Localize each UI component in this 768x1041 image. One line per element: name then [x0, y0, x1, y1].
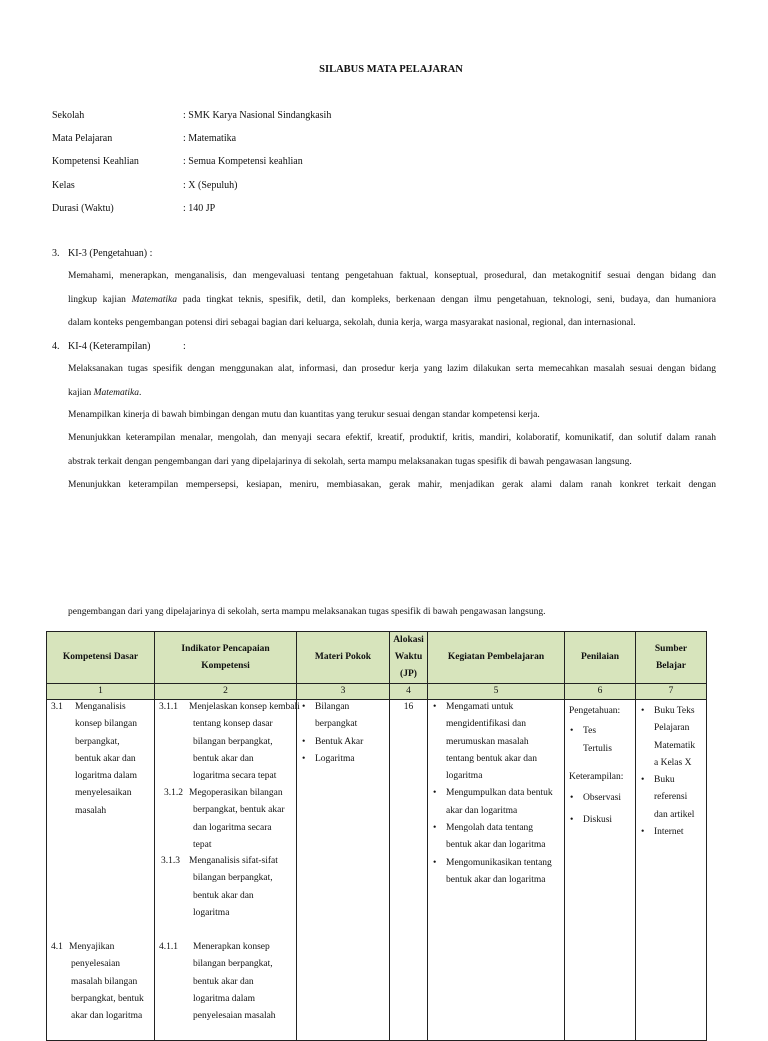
materi-list [297, 699, 389, 768]
list-item: • Internet [636, 824, 706, 841]
cell-kegiatan [428, 700, 565, 1041]
column-number: 3 [297, 684, 390, 700]
ki4-number: 4. [52, 341, 60, 352]
header-kompetensi-dasar: Kompetensi Dasar [47, 632, 155, 684]
penilaian-keterampilan-label: Keterampilan: [569, 771, 624, 782]
ki4-line: pengembangan dari yang dipelajarinya di sekolah, serta mampu melaksanakan tugas spesifik di bawah pengawasan langsung. [68, 607, 546, 617]
penilaian-pengetahuan-list [565, 723, 635, 758]
meta-label-durasi: Durasi (Waktu) [52, 203, 114, 214]
syllabus-table [46, 631, 707, 1041]
column-number: 1 [47, 684, 155, 700]
alokasi-value: 16 [403, 702, 414, 712]
header-materi-pokok: Materi Pokok [297, 632, 390, 684]
penilaian-keterampilan-list [565, 790, 635, 830]
list-item: • Buku referensi dan artikel [636, 772, 706, 824]
indicator-text: Menerapkan konsep bilangan berpangkat, bentuk akar dan logaritma dalam penyelesaian masalah [193, 942, 276, 1022]
meta-label-kompetensi: Kompetensi Keahlian [52, 156, 139, 167]
ki4-line: Melaksanakan tugas spesifik dengan menggunakan alat, informasi, dan prosedur kerja yang lazim dilakukan serta memecahkan masalah sesuai dengan bidang [68, 364, 716, 374]
list-item: • Buku Teks Pelajaran Matematik a Kelas X [636, 703, 706, 772]
ki4-line: kajian Matematika. [68, 388, 142, 398]
meta-label-kelas: Kelas [52, 180, 75, 191]
kd-text: Menyajikan penyelesaian masalah bilangan berpangkat, bentuk akar dan logaritma [69, 942, 144, 1022]
cell-materi-pokok [297, 700, 390, 1041]
ki4-colon: : [183, 341, 186, 352]
list-item: • Mengamati untuk mengidentifikasi dan merumuskan masalah tentang bentuk akar dan logaritma [428, 699, 564, 785]
cell-alokasi-waktu [390, 700, 428, 1041]
cell-kompetensi-dasar [47, 700, 155, 1041]
ki4-line: Menampilkan kinerja di bawah bimbingan dengan mutu dan kuantitas yang terukur sesuai dengan standar kompetensi kerja. [68, 410, 540, 420]
indicator-number: 4.1.1 [159, 942, 178, 952]
header-penilaian: Penilaian [565, 632, 636, 684]
indicator-number: 3.1.3 [161, 856, 180, 866]
column-number: 6 [565, 684, 636, 700]
document-title: SILABUS MATA PELAJARAN [319, 64, 463, 75]
column-number: 4 [390, 684, 428, 700]
ki3-line: dalam konteks pengembangan potensi diri sebagai bagian dari keluarga, sekolah, dunia kerja, warga masyarakat nasional, regional, dan internasional. [68, 318, 636, 328]
indicator-text: Megoperasikan bilangan berpangkat, bentuk akar dan logaritma secara tepat [189, 788, 285, 850]
list-item: • Bentuk Akar [297, 734, 389, 751]
indicator-text: Menjelaskan konsep kembali tentang konsep dasar bilangan berpangkat, bentuk akar dan logaritma secara tepat [189, 702, 300, 782]
meta-value-mapel: : Matematika [183, 133, 237, 144]
kd-number: 4.1 [51, 942, 63, 952]
header-indikator: Indikator Pencapaian Kompetensi [155, 632, 297, 684]
indicator-text: Menganalisis sifat-sifat bilangan berpangkat, bentuk akar dan logaritma [189, 856, 278, 918]
header-alokasi-waktu: Alokasi Waktu (JP) [390, 632, 428, 684]
ki3-heading: KI-3 (Pengetahuan) : [68, 248, 153, 259]
table-row [47, 700, 707, 1041]
sumber-list [636, 703, 706, 841]
header-sumber-belajar: Sumber Belajar [636, 632, 707, 684]
meta-value-sekolah: : SMK Karya Nasional Sindangkasih [183, 110, 332, 121]
cell-sumber-belajar [636, 700, 707, 1041]
cell-indikator [155, 700, 300, 1041]
ki3-line: Memahami, menerapkan, menganalisis, dan mengevaluasi tentang pengetahuan faktual, konseptual, prosedural, dan metakognitif sesuai dengan bidang dan [68, 271, 716, 281]
meta-label-sekolah: Sekolah [52, 110, 85, 121]
meta-value-durasi: : 140 JP [183, 203, 216, 214]
kd-number: 3.1 [51, 702, 63, 712]
list-item: • Logaritma [297, 751, 389, 768]
list-item: • Tes Tertulis [565, 723, 635, 758]
ki4-heading: KI-4 (Keterampilan) [68, 341, 151, 352]
ki4-line: Menunjukkan keterampilan menalar, mengolah, dan menyaji secara efektif, kreatif, produktif, kritis, mandiri, kolaboratif, komunikatif, dan solutif dalam ranah [68, 433, 716, 443]
meta-value-kelas: : X (Sepuluh) [183, 180, 238, 191]
header-kegiatan: Kegiatan Pembelajaran [428, 632, 565, 684]
list-item: • Bilangan berpangkat [297, 699, 389, 734]
penilaian-pengetahuan-label: Pengetahuan: [569, 706, 621, 716]
ki3-number: 3. [52, 248, 60, 259]
list-item: • Mengolah data tentang bentuk akar dan logaritma [428, 820, 564, 855]
column-number: 5 [428, 684, 565, 700]
list-item: • Mengumpulkan data bentuk akar dan logaritma [428, 785, 564, 820]
meta-value-kompetensi: : Semua Kompetensi keahlian [183, 156, 303, 167]
column-number: 2 [155, 684, 297, 700]
list-item: • Diskusi [565, 812, 635, 829]
column-number: 7 [636, 684, 707, 700]
indicator-number: 3.1.1 [159, 702, 178, 712]
cell-penilaian [565, 700, 636, 1041]
indicator-number: 3.1.2 [164, 788, 183, 798]
ki4-line: abstrak terkait dengan pengembangan dari yang dipelajarinya di sekolah, serta mampu melaksanakan tugas spesifik di bawah pengawasan langsung. [68, 457, 632, 467]
kegiatan-list [428, 699, 564, 889]
list-item: • Mengomunikasikan tentang bentuk akar dan logaritma [428, 855, 564, 890]
ki4-line: Menunjukkan keterampilan mempersepsi, kesiapan, meniru, membiasakan, gerak mahir, menjadikan gerak alami dalam ranah konkret terkait dengan [68, 480, 716, 490]
meta-label-mapel: Mata Pelajaran [52, 133, 113, 144]
kd-text: Menganalisis konsep bilangan berpangkat, bentuk akar dan logaritma dalam menyelesaikan masalah [75, 702, 138, 816]
list-item: • Observasi [565, 790, 635, 807]
ki3-line: lingkup kajian Matematika pada tingkat teknis, spesifik, detil, dan kompleks, berkenaan dengan ilmu pengetahuan, teknologi, seni, budaya, dan humaniora [68, 295, 716, 305]
